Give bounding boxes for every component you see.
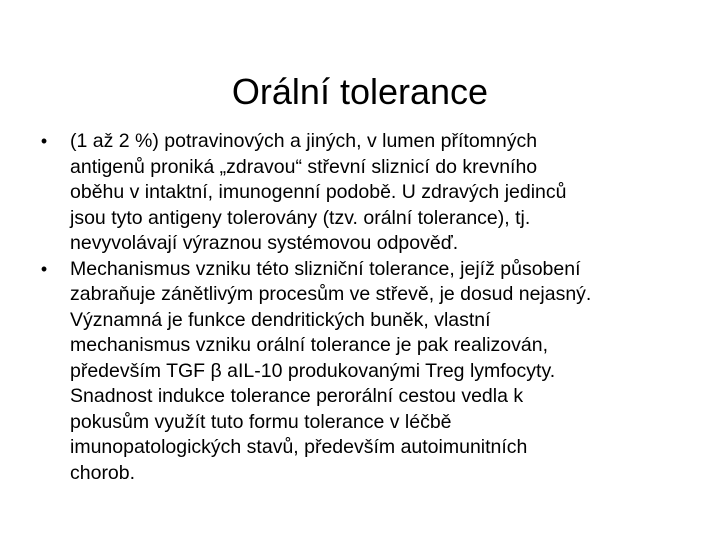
bullet-text: Mechanismus vzniku této slizniční tolerance, jejíž působení zabraňuje zánětlivým procesům ve střevě, je dosud nejasný. Významná je funkce dendritických buněk, vlastní mechanismus vzniku orální tolerance je pak realizován, především TGF β aIL-10 produkovanými Treg lymfocyty. Snadnost indukce tolerance perorální cestou vedla k pokusům využít tuto formu tolerance v léčbě imunopatologických stavů, především autoimunitních chorob. xyxy=(70,257,592,484)
bullet-item xyxy=(34,129,694,257)
bullet-icon: • xyxy=(40,131,48,151)
slide-title: Orální tolerance xyxy=(231,71,489,113)
bullet-icon: • xyxy=(40,258,48,279)
bullet-item xyxy=(34,257,694,487)
bullet-list xyxy=(34,129,694,486)
bullet-text: (1 až 2 %) potravinových a jiných, v lumen přítomných antigenů proniká „zdravou“ střevní sliznicí do krevního oběhu v intaktní, imunogenní podobě. U zdravých jedinců jsou tyto antigeny tolerovány (tzv. orální tolerance), tj. nevyvolávají výraznou systémovou odpověď. xyxy=(70,130,567,254)
